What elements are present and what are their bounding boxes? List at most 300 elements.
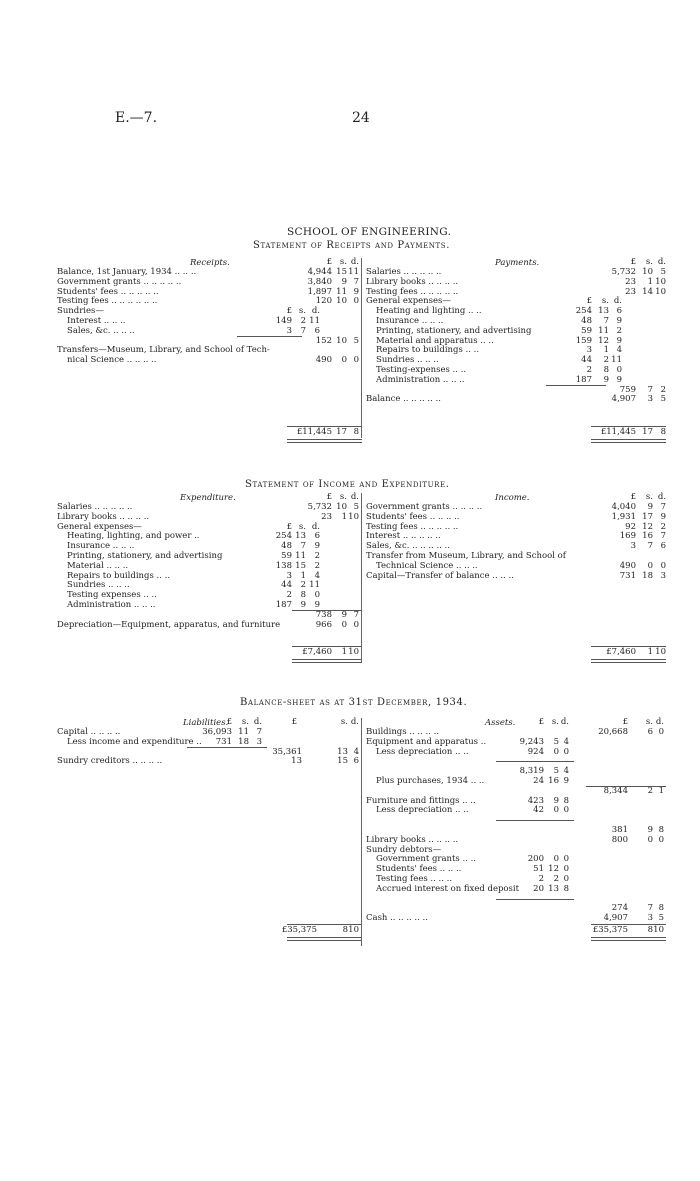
total-row: [366, 648, 666, 658]
sub-amount-pence: 0: [616, 364, 622, 375]
amount-pence: 10: [655, 276, 666, 287]
currency-pence: d.: [655, 717, 664, 728]
sub-amount-pounds: 187: [275, 599, 292, 610]
amount-shillings: 9: [341, 276, 347, 287]
currency-pence: d.: [657, 492, 666, 503]
sub-amount-pounds: 44: [281, 580, 292, 591]
sub-amount-shillings: 2: [603, 355, 609, 366]
sub-amount-shillings: 13: [548, 883, 559, 894]
amount-pence: 11: [348, 267, 359, 277]
amount-pounds: 4,907: [611, 394, 636, 405]
amount-shillings: 12: [642, 521, 653, 532]
sub-amount-pence: 0: [314, 590, 320, 601]
total-row: [57, 926, 357, 936]
column-divider-2: [361, 493, 362, 663]
total-pounds: £7,460: [606, 647, 636, 657]
amount-pounds: 35,361: [272, 746, 302, 757]
item-label: Repairs to buildings .. ..: [67, 570, 171, 581]
list-item: [366, 885, 666, 895]
sub-amount-pounds: 44: [581, 355, 592, 366]
amount-pence: 8: [658, 903, 664, 914]
amount-pounds: 1,931: [611, 511, 636, 522]
currency-header: [366, 258, 666, 268]
sub-amount-pence: 4: [314, 570, 320, 581]
sub-currency-header-pence: d.: [311, 306, 320, 317]
list-item: [57, 327, 357, 337]
item-label: Sundries .. .. ..: [67, 580, 130, 591]
amount-pence: 0: [353, 296, 359, 307]
amount-pence: 0: [658, 834, 664, 845]
amount-pence: 7: [353, 609, 359, 620]
amount-shillings: 1: [341, 511, 347, 522]
amount-pounds: 13: [291, 756, 302, 767]
sub-amount-shillings: 2: [553, 873, 559, 884]
sub-amount-shillings: 1: [300, 570, 306, 581]
sub-amount-pence: 7: [256, 727, 262, 737]
sub-amount-pounds: 8,319: [519, 766, 544, 777]
item-label: Salaries .. .. .. .. ..: [366, 267, 442, 277]
sub-amount-shillings: 15: [295, 560, 306, 571]
amount-shillings: 15: [336, 267, 347, 277]
amount-shillings: 3: [647, 394, 653, 405]
currency-shillings: s.: [339, 492, 347, 503]
sub-amount-shillings: 18: [238, 736, 249, 747]
sub-amount-pounds: 42: [533, 805, 544, 816]
list-item: [366, 806, 666, 816]
amount-shillings: 2: [647, 785, 653, 796]
item-label: Capital—Transfer of balance .. .. ..: [366, 570, 514, 581]
sub-amount-pence: 9: [616, 315, 622, 326]
amount-pounds: 731: [619, 570, 636, 581]
sub-amount-pounds: 254: [275, 531, 292, 542]
item-label: Sundry creditors .. .. .. ..: [57, 756, 163, 767]
item-label: Administration .. .. ..: [67, 599, 156, 610]
sub-amount-shillings: 8: [300, 590, 306, 601]
list-item: [366, 572, 666, 582]
balance-sheet-heading: Balance-sheet as at 31st December, 1934.: [240, 697, 468, 708]
sub-amount-pounds: 2: [538, 873, 544, 884]
total-bottom-rule: [591, 439, 666, 443]
sub-amount-shillings: 13: [598, 306, 609, 317]
amount-shillings: 15: [337, 756, 348, 767]
total-pence: 8: [353, 427, 359, 437]
item-label: Equipment and apparatus ..: [366, 736, 487, 747]
column-divider: [361, 258, 362, 438]
sub-amount-pence: 2: [616, 325, 622, 336]
sub-amount-pence: 6: [314, 325, 320, 336]
amount-pounds: 966: [315, 619, 332, 630]
item-label: Less depreciation .. ..: [376, 805, 469, 816]
list-item: [57, 356, 357, 366]
total-bottom-rule: [287, 937, 362, 941]
amount-pence: 2: [660, 384, 666, 395]
total-row: [57, 428, 357, 438]
sub-amount-pounds: 924: [527, 746, 544, 757]
amount-shillings: 16: [642, 531, 653, 542]
receipts-payments-heading: Statement of Receipts and Payments.: [253, 240, 450, 251]
amount-pence: 5: [353, 335, 359, 346]
currency-pence: d.: [657, 257, 666, 268]
amount-shillings: 0: [647, 834, 653, 845]
amount-pounds: 152: [315, 335, 332, 346]
amount-pounds: 92: [625, 521, 636, 532]
total-shillings: 1: [341, 647, 347, 657]
item-label: Testing fees .. .. .. .. ..: [366, 286, 459, 297]
currency-pence: d.: [350, 257, 359, 268]
amount-pounds: 1,897: [307, 286, 332, 297]
amount-shillings: 3: [647, 913, 653, 924]
total-row: [366, 428, 666, 438]
amount-shillings: 18: [642, 570, 653, 581]
currency-pounds: £: [291, 717, 297, 728]
total-pence: 10: [348, 647, 359, 657]
sub-amount-shillings: 0: [553, 805, 559, 816]
amount-pence: 5: [353, 502, 359, 512]
subtotal-rule: [546, 385, 606, 386]
expenditure-label: Expenditure.: [180, 493, 236, 503]
sub-currency-header-pounds: £: [286, 521, 292, 532]
item-label: Depreciation—Equipment, apparatus, and furniture: [57, 619, 281, 630]
subtotal-rule: [586, 786, 666, 787]
item-label: Government grants .. .. .. ..: [366, 502, 483, 512]
sub-amount-pence: 2: [314, 550, 320, 561]
assets-label: Assets.: [485, 718, 516, 728]
amount-pence: 9: [353, 286, 359, 297]
subtotal-rule: [496, 899, 574, 900]
amount-shillings: 0: [341, 355, 347, 366]
sub-amount-pence: 8: [563, 883, 569, 894]
sub-amount-pence: 6: [314, 531, 320, 542]
amount-pounds: 5,732: [307, 502, 332, 512]
total-row: [57, 648, 357, 658]
currency-header: [57, 718, 357, 728]
amount-pence: 0: [660, 560, 666, 571]
currency-shillings: s.: [645, 257, 653, 268]
amount-pence: 8: [658, 824, 664, 835]
amount-pounds: 274: [611, 903, 628, 914]
sub-amount-shillings: 11: [295, 550, 306, 561]
amount-pence: 5: [660, 394, 666, 405]
amount-pence: 5: [660, 267, 666, 277]
item-label: Interest .. .. .. .. ..: [366, 531, 441, 542]
item-label: nical Science .. .. .. ..: [67, 355, 157, 366]
amount-pounds: 23: [625, 276, 636, 287]
currency-pounds: £: [630, 492, 636, 503]
amount-pounds: 169: [619, 531, 636, 542]
currency-pence: d.: [253, 717, 262, 728]
amount-pounds: 120: [315, 296, 332, 307]
item-label: Library books .. .. .. ..: [57, 511, 150, 522]
amount-pence: 0: [353, 619, 359, 630]
sub-amount-pounds: 36,093: [202, 727, 232, 737]
sub-currency-header-shillings: s.: [601, 296, 609, 307]
sub-amount-pence: 4: [563, 766, 569, 777]
currency-header: [366, 493, 666, 503]
sub-amount-pence: 4: [616, 345, 622, 356]
sub-amount-pounds: 24: [533, 775, 544, 786]
item-label: Plus purchases, 1934 .. ..: [376, 775, 485, 786]
sub-amount-shillings: 8: [603, 364, 609, 375]
sub-amount-pence: 8: [563, 795, 569, 806]
item-label: Material and apparatus .. ..: [376, 335, 494, 346]
sub-amount-shillings: 2: [300, 315, 306, 326]
amount-pounds: 23: [625, 286, 636, 297]
sub-amount-pounds: 149: [275, 315, 292, 326]
item-label: Testing-expenses .. ..: [376, 364, 467, 375]
total-shillings: 8: [647, 925, 653, 935]
amount-shillings: 1: [647, 276, 653, 287]
sub-amount-pounds: 48: [281, 541, 292, 552]
currency-header: [57, 493, 357, 503]
amount-shillings: 0: [647, 560, 653, 571]
total-bottom-rule: [591, 659, 666, 663]
sub-amount-pence: 9: [616, 335, 622, 346]
sub-amount-pounds: 187: [575, 374, 592, 385]
item-label: Printing, stationery, and advertising: [376, 325, 532, 336]
payments-label: Payments.: [495, 258, 540, 268]
amount-shillings: 11: [336, 286, 347, 297]
sub-amount-shillings: 12: [548, 864, 559, 875]
sub-amount-pounds: 254: [575, 306, 592, 317]
sub-amount-shillings: 7: [300, 325, 306, 336]
sub-amount-pounds: 3: [586, 345, 592, 356]
amount-pounds: 490: [315, 355, 332, 366]
currency-pounds: £: [538, 717, 544, 728]
amount-pence: 7: [660, 502, 666, 512]
amount-shillings: 9: [647, 502, 653, 512]
list-item: [57, 757, 357, 767]
amount-pence: 0: [353, 355, 359, 366]
item-label: Students' fees .. .. ..: [376, 864, 462, 875]
item-label: Furniture and fittings .. ..: [366, 795, 476, 806]
currency-shillings: s.: [339, 257, 347, 268]
liabilities-label: Liabilities.: [183, 718, 229, 728]
currency-shillings: s.: [645, 717, 653, 728]
item-label: Balance, 1st January, 1934 .. .. ..: [57, 267, 197, 277]
sub-amount-pounds: 159: [575, 335, 592, 346]
sub-amount-pounds: 2: [286, 590, 292, 601]
item-label: Capital .. .. .. ..: [57, 727, 121, 737]
total-shillings: 17: [642, 427, 653, 437]
currency-pounds: £: [226, 717, 232, 728]
amount-pounds: 759: [619, 384, 636, 395]
sub-amount-pounds: 200: [527, 854, 544, 865]
sub-amount-pounds: 3: [286, 570, 292, 581]
item-label: Sundries—: [57, 306, 104, 317]
sub-amount-pence: 9: [616, 374, 622, 385]
amount-shillings: 9: [647, 824, 653, 835]
sub-amount-pence: 0: [563, 864, 569, 875]
sub-amount-pence: 11: [309, 580, 320, 591]
amount-pence: 6: [660, 541, 666, 552]
sub-amount-pence: 3: [256, 736, 262, 747]
item-label: Sales, &c. .. .. ..: [67, 325, 135, 336]
amount-pence: 7: [660, 531, 666, 542]
sub-currency-header-shillings: s.: [298, 306, 306, 317]
item-label: Testing expenses .. ..: [67, 590, 157, 601]
total-shillings: 17: [336, 427, 347, 437]
sub-amount-shillings: 9: [300, 599, 306, 610]
sub-amount-pence: 9: [314, 599, 320, 610]
amount-pounds: 8,344: [603, 785, 628, 796]
sub-amount-pounds: 731: [215, 736, 232, 747]
amount-pence: 1: [658, 785, 664, 796]
amount-shillings: 10: [336, 296, 347, 307]
item-label: Testing fees .. .. .. .. .. ..: [57, 296, 158, 307]
item-label: Material .. .. ..: [67, 560, 129, 571]
total-pounds: £35,375: [592, 925, 628, 935]
amount-shillings: 17: [642, 511, 653, 522]
item-label: Technical Science .. .. ..: [376, 560, 478, 571]
currency-pence: d.: [350, 492, 359, 503]
amount-pounds: 381: [611, 824, 628, 835]
amount-pounds: 5,732: [611, 267, 636, 277]
amount-pounds: 4,907: [603, 913, 628, 924]
sub-amount-pence: 11: [611, 355, 622, 366]
amount-pence: 5: [658, 913, 664, 924]
item-label: Interest .. .. ..: [67, 315, 126, 326]
amount-pence: 9: [660, 511, 666, 522]
subtotal-rule: [496, 820, 574, 821]
item-label: Government grants .. ..: [376, 854, 476, 865]
item-label: Salaries .. .. .. .. ..: [57, 502, 133, 512]
currency-header: [57, 258, 357, 268]
amount-pence: 6: [353, 756, 359, 767]
list-item: [366, 395, 666, 405]
sub-amount-shillings: 5: [553, 736, 559, 747]
sub-amount-shillings: 0: [553, 854, 559, 865]
amount-pence: 3: [660, 570, 666, 581]
sub-amount-pounds: 51: [533, 864, 544, 875]
item-label: Accrued interest on fixed deposit: [376, 883, 520, 894]
item-label: General expenses—: [366, 296, 451, 307]
total-pounds: £7,460: [302, 647, 332, 657]
sub-amount-pence: 0: [563, 805, 569, 816]
amount-pence: 2: [660, 521, 666, 532]
sub-currency-header-pounds: £: [286, 306, 292, 317]
amount-pounds: 3: [630, 541, 636, 552]
sub-amount-pounds: 3: [286, 325, 292, 336]
column-divider-3: [361, 718, 362, 946]
total-pounds: £11,445: [296, 427, 332, 437]
subtotal-rule: [237, 336, 302, 337]
item-label: Balance .. .. .. .. ..: [366, 394, 441, 405]
income-label: Income.: [495, 493, 530, 503]
total-row: [366, 926, 666, 936]
sub-amount-pence: 0: [563, 746, 569, 757]
amount-pounds: 4,040: [611, 502, 636, 512]
currency-shillings: s.: [340, 717, 348, 728]
amount-shillings: 14: [642, 286, 653, 297]
sub-amount-shillings: 9: [553, 795, 559, 806]
item-label: Library books .. .. .. ..: [366, 276, 459, 287]
item-label: Cash .. .. .. .. ..: [366, 913, 428, 924]
currency-shillings: s.: [645, 492, 653, 503]
sub-amount-pounds: 59: [281, 550, 292, 561]
sub-amount-pence: 9: [314, 541, 320, 552]
total-shillings: 8: [342, 925, 348, 935]
amount-shillings: 6: [647, 727, 653, 737]
item-label: Insurance .. .. ..: [67, 541, 135, 552]
item-label: Insurance .. .. ..: [376, 315, 444, 326]
item-label: Testing fees .. .. ..: [376, 873, 453, 884]
currency-header: [366, 718, 666, 728]
sub-amount-pence: 9: [563, 775, 569, 786]
currency-shillings: s.: [551, 717, 559, 728]
sub-amount-pounds: 138: [275, 560, 292, 571]
item-label: Transfers—Museum, Library, and School of Tech-: [57, 345, 270, 356]
amount-pounds: 738: [315, 609, 332, 620]
amount-shillings: 10: [336, 335, 347, 346]
currency-pence: d.: [560, 717, 569, 728]
item-label: Administration .. .. ..: [376, 374, 465, 385]
sub-amount-pounds: 9,243: [519, 736, 544, 747]
amount-pence: 4: [353, 746, 359, 757]
sub-amount-pounds: 20: [533, 883, 544, 894]
amount-shillings: 13: [337, 746, 348, 757]
sub-amount-pounds: 48: [581, 315, 592, 326]
total-pounds: £35,375: [281, 925, 317, 935]
amount-shillings: 7: [647, 903, 653, 914]
amount-pence: 10: [348, 511, 359, 522]
item-label: Printing, stationery, and advertising: [67, 550, 223, 561]
sub-amount-pence: 6: [616, 306, 622, 317]
total-pounds: £11,445: [600, 427, 636, 437]
total-pence: 10: [655, 647, 666, 657]
amount-pounds: 3,840: [307, 276, 332, 287]
sub-amount-shillings: 5: [553, 766, 559, 777]
amount-pounds: 20,668: [598, 727, 628, 737]
amount-shillings: 9: [341, 609, 347, 620]
item-label: Less income and expenditure ..: [67, 736, 202, 747]
total-shillings: 1: [647, 647, 653, 657]
currency-pence: d.: [350, 717, 359, 728]
sub-amount-pence: 0: [563, 873, 569, 884]
amount-shillings: 0: [341, 619, 347, 630]
sub-amount-shillings: 12: [598, 335, 609, 346]
subtotal-rule: [496, 761, 574, 762]
sub-currency-header-shillings: s.: [298, 521, 306, 532]
sub-amount-shillings: 16: [548, 775, 559, 786]
sub-amount-pounds: 2: [586, 364, 592, 375]
amount-pounds: 490: [619, 560, 636, 571]
item-label: Library books .. .. .. ..: [366, 834, 459, 845]
sub-amount-pence: 11: [309, 315, 320, 326]
amount-pounds: 23: [321, 511, 332, 522]
list-item: [57, 621, 357, 631]
sub-amount-shillings: 9: [603, 374, 609, 385]
document-title: SCHOOL OF ENGINEERING.: [287, 226, 452, 238]
amount-shillings: 10: [642, 267, 653, 277]
sub-amount-shillings: 0: [553, 746, 559, 757]
item-label: Less depreciation .. ..: [376, 746, 469, 757]
list-item: [366, 914, 666, 924]
item-label: Testing fees .. .. .. .. ..: [366, 521, 459, 532]
total-pence: 10: [653, 925, 664, 935]
list-item: [366, 748, 666, 758]
sub-amount-shillings: 2: [300, 580, 306, 591]
income-expenditure-heading: Statement of Income and Expenditure.: [245, 479, 450, 490]
sub-amount-pounds: 423: [527, 795, 544, 806]
item-label: Government grants .. .. .. .. ..: [57, 276, 182, 287]
item-label: Transfer from Museum, Library, and School of: [366, 550, 566, 561]
item-label: General expenses—: [57, 521, 142, 532]
sub-amount-shillings: 1: [603, 345, 609, 356]
amount-pounds: 800: [611, 834, 628, 845]
amount-pence: 0: [658, 727, 664, 737]
receipts-label: Receipts.: [190, 258, 230, 268]
item-label: Sales, &c. .. .. .. .. ..: [366, 541, 450, 552]
